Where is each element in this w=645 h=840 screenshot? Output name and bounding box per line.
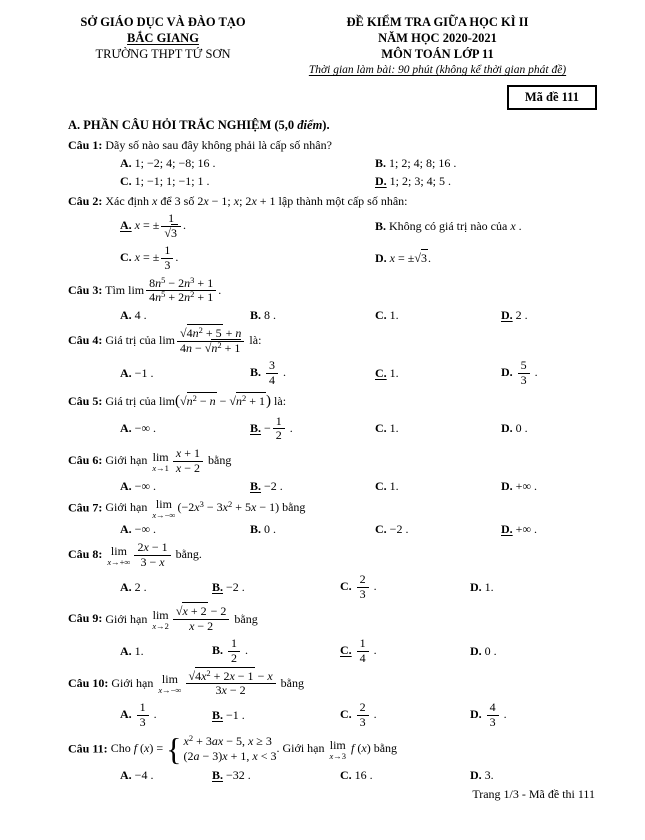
option-A [120, 522, 250, 537]
option-key: A. [120, 308, 132, 323]
option-key: D. [470, 643, 482, 658]
answer-options [120, 701, 597, 730]
issuer-school: TRƯỜNG THPT TỨ SƠN [95, 47, 231, 61]
question-5 [68, 391, 597, 443]
option-value: −2 . [226, 579, 245, 594]
option-value: 1; 2; 3; 4; 5 . [389, 174, 452, 189]
question-stem [68, 541, 597, 570]
option-key: D. [375, 250, 387, 265]
option-value: − $\frac{1}{2}$ . [264, 413, 293, 443]
option-D [501, 359, 597, 388]
option-C [120, 244, 375, 273]
option-B [212, 580, 340, 595]
option-key: C. [375, 308, 387, 323]
issuer-department: SỞ GIÁO DỤC VÀ ĐÀO TẠO [80, 15, 246, 29]
answer-options [120, 522, 597, 537]
option-D [501, 522, 597, 537]
question-2 [68, 193, 597, 272]
question-stem [68, 193, 597, 209]
option-key: C. [340, 578, 352, 593]
option-A [120, 308, 250, 323]
option-value: −4 . [134, 768, 154, 783]
option-A [120, 421, 250, 436]
option-value: −∞ . [134, 421, 156, 436]
option-value: $\frac{5}{3}$ . [516, 365, 538, 379]
option-B [250, 359, 375, 388]
question-list [68, 137, 597, 783]
option-A [120, 156, 375, 171]
option-B [212, 637, 340, 666]
exam-subject: MÔN TOÁN LỚP 11 [381, 47, 494, 61]
option-key: B. [375, 219, 387, 234]
option-key: D. [470, 768, 482, 783]
option-B [212, 768, 340, 783]
issuer-province: BẮC GIANG [127, 31, 199, 45]
option-C [375, 366, 501, 381]
issuer-block [48, 14, 278, 78]
question-stem [68, 447, 597, 476]
option-value: $\frac{1}{4}$ . [355, 643, 377, 657]
question-stem [68, 137, 597, 153]
option-value: 0 . [515, 421, 528, 436]
option-A [120, 580, 212, 595]
question-text: Giới hạn lim x→−∞ $(-2x^3 - 3x^2 + 5x - 1)$ bằng [105, 496, 306, 520]
option-key-correct: D. [501, 308, 513, 323]
option-D [470, 701, 597, 730]
answer-options [120, 573, 597, 602]
option-key: C. [120, 250, 132, 265]
question-text: Xác định x để 3 số 2x − 1; x; 2x + 1 lập thành một cấp số nhân: [105, 194, 408, 209]
option-value: $\frac{2}{3}$ . [355, 707, 377, 721]
exam-code-label: Mã đề 111 [524, 90, 579, 104]
question-text: Tìm lim $\frac{8n^5 - 2n^3 + 1}{4n^5 + 2n^2 + 1}$ . [105, 274, 222, 305]
document-header [48, 14, 597, 78]
option-key: D. [470, 707, 482, 722]
option-key: A. [120, 421, 132, 436]
option-key: D. [501, 421, 513, 436]
option-value: $\frac{1}{3}$ . [135, 707, 157, 721]
option-value: 16 . [354, 768, 373, 783]
option-B [212, 708, 340, 723]
option-key-correct: B. [212, 768, 224, 783]
option-key: C. [375, 421, 387, 436]
question-text: lim x→+∞ $\frac{2x - 1}{3 - x}$ bằng. [107, 540, 202, 570]
option-A [120, 212, 375, 241]
option-value: 1; 2; 4; 8; 16 . [389, 156, 457, 171]
option-B [250, 308, 375, 323]
option-key: A. [120, 365, 132, 380]
option-key: A. [120, 156, 132, 171]
question-8 [68, 541, 597, 601]
option-key-correct: A. [120, 218, 132, 233]
question-10 [68, 667, 597, 730]
option-value: x = ± $\frac{1}{√3}$ . [134, 211, 186, 241]
question-stem [68, 391, 597, 411]
question-number: Câu 8: [68, 547, 103, 562]
option-key: A. [120, 522, 132, 537]
option-value: 1. [389, 478, 399, 493]
option-key: A. [120, 707, 132, 722]
option-C [340, 637, 470, 666]
option-value: $\frac{4}{3}$ . [485, 707, 507, 721]
option-C [120, 174, 375, 189]
option-value: −∞ . [134, 478, 156, 493]
option-value: x = ± $\frac{1}{3}$ . [134, 242, 179, 272]
question-number: Câu 11: [68, 741, 108, 756]
option-value: 0 . [264, 522, 277, 537]
option-key-correct: D. [501, 522, 513, 537]
option-B [250, 415, 375, 444]
answer-options [120, 308, 597, 323]
question-stem [68, 274, 597, 306]
question-number: Câu 9: [68, 611, 103, 626]
option-key: C. [120, 174, 132, 189]
option-B [375, 219, 597, 234]
option-value: −∞ . [134, 522, 156, 537]
option-value: 1; −1; 1; −1; 1 . [134, 174, 210, 189]
option-A [120, 366, 250, 381]
question-number: Câu 1: [68, 138, 103, 152]
option-value: 0 . [484, 643, 497, 658]
answer-options [120, 415, 597, 444]
option-C [375, 522, 501, 537]
option-value: 1. [134, 643, 144, 658]
option-key: D. [501, 478, 513, 493]
question-text: Giới hạn lim x→2 $\frac{√x + 2 - 2}{x - 2}$ bằng [105, 604, 258, 634]
option-key: B. [212, 643, 224, 658]
option-value: −32 . [226, 768, 251, 783]
option-D [501, 308, 597, 323]
option-key-correct: B. [250, 420, 262, 435]
option-C [340, 573, 470, 602]
section-title: A. PHẦN CÂU HỎI TRẮC NGHIỆM (5,0 điểm). [68, 118, 330, 132]
option-D [375, 251, 597, 266]
option-value: 2 . [134, 579, 147, 594]
option-D [501, 479, 597, 494]
option-B [250, 522, 375, 537]
option-key-correct: D. [375, 174, 387, 189]
answer-options [120, 156, 597, 189]
option-key-correct: B. [212, 579, 224, 594]
option-key: A. [120, 768, 132, 783]
option-value: −2 . [389, 522, 409, 537]
option-D [470, 644, 597, 659]
option-value: −2 . [264, 478, 283, 493]
question-number: Câu 7: [68, 500, 103, 515]
question-11 [68, 730, 597, 783]
option-value: 8 . [264, 308, 277, 323]
question-stem [68, 667, 597, 699]
option-key: A. [120, 579, 132, 594]
option-A [120, 644, 212, 659]
option-key-correct: B. [212, 708, 224, 723]
option-key: D. [501, 364, 513, 379]
option-A [120, 701, 212, 730]
option-value: +∞ . [515, 522, 537, 537]
question-number: Câu 6: [68, 453, 103, 468]
question-7 [68, 498, 597, 538]
option-C [340, 701, 470, 730]
option-key: C. [340, 707, 352, 722]
option-key-correct: C. [340, 643, 352, 658]
option-C [375, 421, 501, 436]
question-text: Dãy số nào sau đây không phải là cấp số nhân? [105, 138, 332, 152]
exam-duration: Thời gian làm bài: 90 phút (không kể thời gian phát đề) [308, 64, 567, 76]
question-number: Câu 10: [68, 675, 109, 690]
option-value: $\frac{2}{3}$ . [355, 579, 377, 593]
option-C [340, 768, 470, 783]
question-3 [68, 274, 597, 324]
exam-title: ĐỀ KIỂM TRA GIỮA HỌC KÌ II [346, 15, 529, 29]
question-9 [68, 605, 597, 665]
option-value: +∞ . [515, 478, 537, 493]
option-key: C. [375, 478, 387, 493]
option-C [375, 479, 501, 494]
question-text: Giới hạn lim x→1 $\frac{x + 1}{x - 2}$ bằng [105, 446, 232, 475]
question-text: Giá trị của $\lim(√n^2 - n - √n^2 + 1)$ là: [105, 393, 287, 410]
question-number: Câu 4: [68, 333, 103, 348]
question-4 [68, 327, 597, 387]
question-stem [68, 605, 597, 634]
option-A [120, 479, 250, 494]
question-number: Câu 3: [68, 282, 103, 297]
option-value: x = ±√3. [389, 250, 431, 265]
question-6 [68, 447, 597, 494]
answer-options [120, 637, 597, 666]
option-C [375, 308, 501, 323]
answer-options [120, 479, 597, 494]
exam-title-block [278, 14, 597, 78]
question-number: Câu 2: [68, 194, 103, 209]
option-value: 2 . [515, 308, 528, 323]
question-stem [68, 498, 597, 520]
option-value: 4 . [134, 308, 147, 323]
answer-options [120, 768, 597, 783]
option-key: C. [340, 768, 352, 783]
question-stem [68, 730, 597, 767]
option-A [120, 768, 212, 783]
option-D [470, 580, 597, 595]
question-text: Cho f (x) = { $x^2 + 3ax - 5$, x ≥ 3 (2a − 3)x + 1, x < 3 . Giới hạn lim x→3 f (x) bằng [110, 730, 398, 767]
option-key-correct: C. [375, 365, 387, 380]
option-value: −1 . [134, 365, 154, 380]
option-D [501, 421, 597, 436]
option-B [375, 156, 597, 171]
option-key: D. [470, 579, 482, 594]
option-value: 1. [389, 365, 399, 380]
option-value: Không có giá trị nào của x . [389, 219, 522, 234]
option-value: 1; −2; 4; −8; 16 . [134, 156, 216, 171]
answer-options [120, 212, 597, 272]
option-key-correct: B. [250, 478, 262, 493]
option-key: A. [120, 478, 132, 493]
option-key: B. [375, 156, 387, 171]
option-D [470, 768, 597, 783]
question-stem [68, 327, 597, 356]
option-value: 1. [484, 579, 494, 594]
option-key: A. [120, 643, 132, 658]
exam-year: NĂM HỌC 2020-2021 [378, 31, 497, 45]
option-key: B. [250, 522, 262, 537]
option-key: B. [250, 308, 262, 323]
question-1 [68, 137, 597, 189]
question-text: Giá trị của lim $\frac{√4n^2 + 5 + n}{4n - √n^2 + 1}$ là: [105, 325, 262, 355]
option-B [250, 479, 375, 494]
question-number: Câu 5: [68, 394, 103, 409]
option-value: −1 . [226, 708, 245, 723]
option-value: 1. [389, 308, 399, 323]
option-value: $\frac{3}{4}$ . [264, 365, 286, 379]
option-value: 3. [484, 768, 494, 783]
option-D [375, 174, 597, 189]
option-key: C. [375, 522, 387, 537]
page-footer: Trang 1/3 - Mã đề thi 111 [472, 787, 595, 801]
option-value: 1. [389, 421, 399, 436]
exam-code-box [507, 85, 597, 110]
option-value: $\frac{1}{2}$ . [226, 643, 248, 657]
answer-options [120, 359, 597, 388]
question-text: Giới hạn lim x→−∞ $\frac{√4x^2 + 2x - 1 - x}{3x - 2}$ bằng [111, 667, 304, 698]
option-key: B. [250, 364, 262, 379]
